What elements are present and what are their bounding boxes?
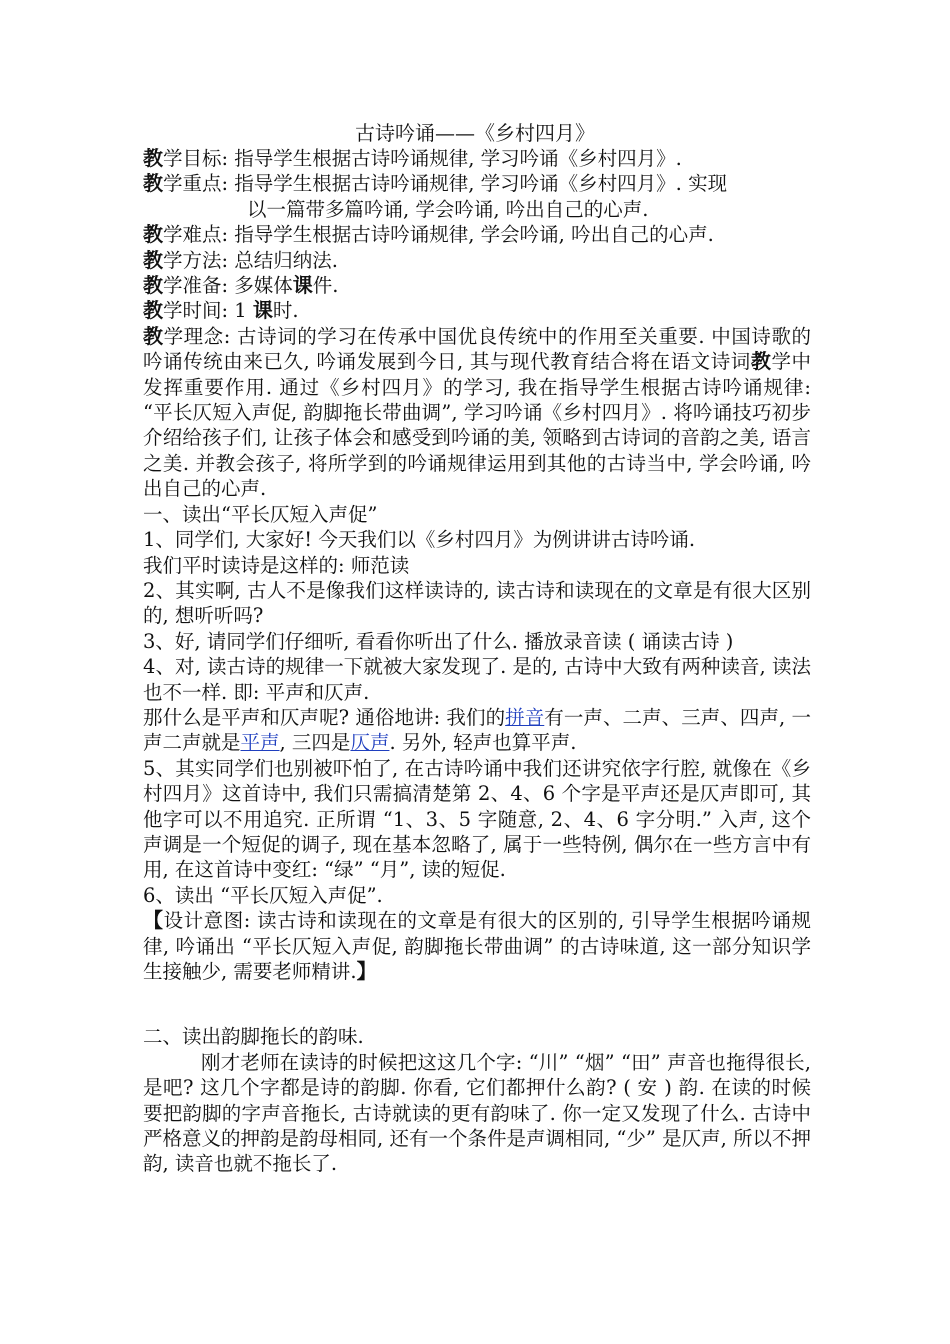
section-1-step-2: 2、其实啊, 古人不是像我们这样读诗的, 读古诗和读现在的文章是有很大区别的, 想听听吗? [143,578,811,628]
section-1-step-1: 1、同学们, 大家好! 今天我们以《乡村四月》为例讲讲古诗吟诵. [143,528,696,552]
teaching-goal: 教学目标: 指导学生根据古诗吟诵规律, 学习吟诵《乡村四月》. [143,146,682,170]
teaching-key-point: 教学重点: 指导学生根据古诗吟诵规律, 学习吟诵《乡村四月》. 实现 [143,171,728,196]
section-1-step-6: 6、读出 “平长仄短入声促”. [143,883,383,907]
section-2-paragraph: 刚才老师在读诗的时候把这这几个字: “川” “烟” “田” 声音也拖得很长, 是吧? 这几个字都是诗的韵脚. 你看, 它们都押什么韵? ( 安 ) 韵. 在读的时候要把韵脚的字声音拖长, 古诗就读的更有韵味了. 你一定又发现了什么. 古诗中严格意义的押韵是韵母相同, 还有一个条件是声调相同, “少” 是仄声, 所以不押韵, 读音也就不拖长了. [143,1050,811,1176]
design-intent: 【设计意图: 读古诗和读现在的文章是有很大的区别的, 引导学生根据吟诵规律, 吟诵出 “平长仄短入声促, 韵脚拖长带曲调” 的古诗味道, 这一部分知识学生接触少, 需要老师精讲.】 [143,908,812,983]
document-title: 古诗吟诵——《乡村四月》 [355,121,595,145]
teaching-philosophy: 教学理念: 古诗词的学习在传承中国优良传统中的作用至关重要. 中国诗歌的吟诵传统由来已久, 吟诵发展到今日, 其与现代教育结合将在语文诗词教学中发挥重要作用. 通过《乡村四月》的学习, 我在指导学生根据古诗吟诵规律: “平长仄短入声促, 韵脚拖长带曲调”, 学习吟诵《乡村四月》. 将吟诵技巧初步介绍给孩子们, 让孩子体会和感受到吟诵的美, 领略到古诗词的音韵之美, 语言之美. 并教会孩子, 将所学到的吟诵规律运用到其他的古诗当中, 学会吟诵, 吟出自己的心声. [143,323,812,501]
section-1-heading: 一、读出“平长仄短入声促” [143,502,378,526]
level-tone-link[interactable]: 平声 [240,731,280,755]
section-1-step-4: 4、对, 读古诗的规律一下就被大家发现了. 是的, 古诗中大致有两种读音, 读法也不一样. 即: 平声和仄声. [143,655,811,704]
section-1-step-4b: 那什么是平声和仄声呢? 通俗地讲: 我们的拼音有一声、二声、三声、四声, 一声二声就是平声, 三四是仄声. 另外, 轻声也算平声. [143,705,812,755]
teaching-difficulty: 教学难点: 指导学生根据古诗吟诵规律, 学会吟诵, 吟出自己的心声. [143,222,714,247]
section-2-heading: 二、读出韵脚拖长的韵味. [143,1025,364,1049]
blank-line [143,984,811,1024]
teaching-time: 教学时间: 1 课时. [143,298,299,323]
teaching-method: 教学方法: 总结归纳法. [143,247,338,272]
oblique-tone-link[interactable]: 仄声 [350,731,390,755]
teaching-key-point-cont: 以一篇带多篇吟诵, 学会吟诵, 吟出自己的心声. [247,197,649,221]
teaching-preparation: 教学准备: 多媒体课件. [143,273,339,298]
section-1-step-1b: 我们平时读诗是这样的: 师范读 [143,553,410,577]
pinyin-link[interactable]: 拼音 [505,705,545,729]
document-body [143,146,811,1177]
section-1-step-5: 5、其实同学们也别被吓怕了, 在古诗吟诵中我们还讲究依字行腔, 就像在《乡村四月》这首诗中, 我们只需搞清楚第 2、4、6 个字是平声还是仄声即可, 其他字可以不用追究. 正所谓 “1、3、5 字随意, 2、4、6 字分明.” 入声, 这个声调是一个短促的调子, 现在基本忽略了, 属于一些特例, 偶尔在一些方言中有用, 在这首诗中变红: “绿” “月”, 读的短促. [143,756,811,882]
section-1-step-3: 3、好, 请同学们仔细听, 看看你听出了什么. 播放录音读 ( 诵读古诗 ) [143,629,734,653]
